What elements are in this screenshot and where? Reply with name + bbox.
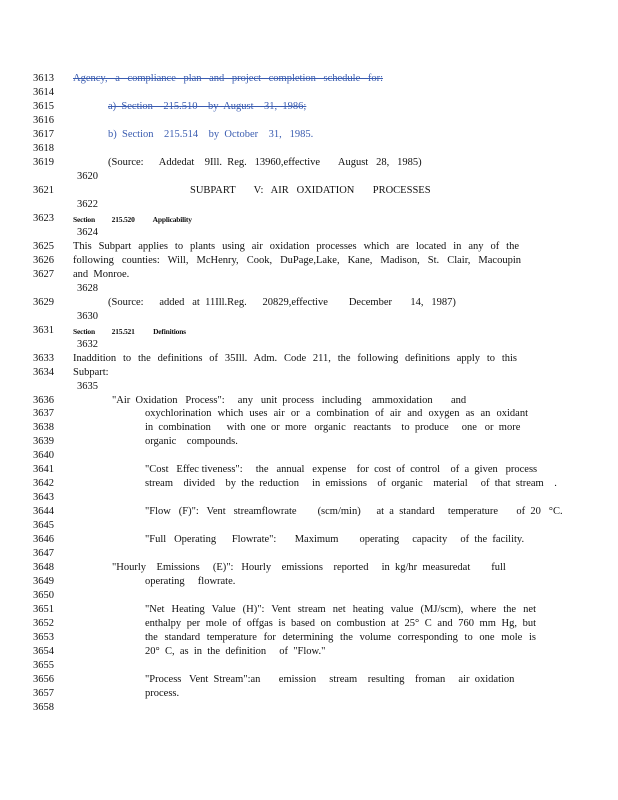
text-line: (Source: Addedat 9Ill. Reg. 13960,effective August 28, 1985) bbox=[108, 157, 422, 168]
line-number: 3646 bbox=[33, 534, 54, 545]
line-number: 3657 bbox=[33, 688, 54, 699]
text-line: 3630 bbox=[77, 311, 98, 322]
text-line: stream divided by the reduction in emissions of organic material of that stream . bbox=[145, 478, 557, 489]
text-line: 3620 bbox=[77, 171, 98, 182]
text-line: a) Section 215.510 by August 31, 1986; bbox=[108, 101, 307, 112]
text-line: Agency, a compliance plan and project completion schedule for: bbox=[73, 73, 383, 84]
line-number: 3629 bbox=[33, 297, 54, 308]
text-line: "Air Oxidation Process": any unit process including ammoxidation and bbox=[112, 395, 467, 406]
line-number: 3613 bbox=[33, 73, 54, 84]
line-number: 3615 bbox=[33, 101, 54, 112]
line-number: 3649 bbox=[33, 576, 54, 587]
text-line: "Net Heating Value (H)": Vent stream net heating value (MJ/scm), where the net bbox=[145, 604, 536, 615]
line-number: 3638 bbox=[33, 422, 54, 433]
line-number: 3617 bbox=[33, 129, 54, 140]
line-number: 3636 bbox=[33, 395, 54, 406]
text-line: b) Section 215.514 by October 31, 1985. bbox=[108, 129, 314, 140]
line-number: 3652 bbox=[33, 618, 54, 629]
text-line: 3622 bbox=[77, 199, 98, 210]
text-line: "Process Vent Stream":an emission stream resulting froman air oxidation bbox=[145, 674, 515, 685]
text-line: Inaddition to the definitions of 35Ill. Adm. Code 211, the following definitions apply to this bbox=[73, 353, 517, 364]
line-number: 3656 bbox=[33, 674, 54, 685]
text-line: This Subpart applies to plants using air oxidation processes which are located in any of the bbox=[73, 241, 519, 252]
line-number: 3647 bbox=[33, 548, 54, 559]
line-number: 3648 bbox=[33, 562, 54, 573]
line-number: 3654 bbox=[33, 646, 54, 657]
text-line: operating flowrate. bbox=[145, 576, 236, 587]
line-number: 3631 bbox=[33, 325, 54, 336]
text-line: SUBPART V: AIR OXIDATION PROCESSES bbox=[190, 185, 431, 196]
line-number: 3650 bbox=[33, 590, 54, 601]
line-number: 3644 bbox=[33, 506, 54, 517]
line-number: 3643 bbox=[33, 492, 54, 503]
text-line: "Full Operating Flowrate": Maximum operating capacity of the facility. bbox=[145, 534, 525, 545]
line-number: 3653 bbox=[33, 632, 54, 643]
line-number: 3651 bbox=[33, 604, 54, 615]
line-number: 3633 bbox=[33, 353, 54, 364]
text-line: Subpart: bbox=[73, 367, 109, 378]
text-line: 20° C, as in the definition of "Flow." bbox=[145, 646, 326, 657]
line-number: 3616 bbox=[33, 115, 54, 126]
text-line: enthalpy per mole of offgas is based on combustion at 25° C and 760 mm Hg, but bbox=[145, 618, 536, 629]
text-line: organic compounds. bbox=[145, 436, 238, 447]
text-line: the standard temperature for determining the volume corresponding to one mole is bbox=[145, 632, 536, 643]
line-number: 3641 bbox=[33, 464, 54, 475]
line-number: 3645 bbox=[33, 520, 54, 531]
text-line: in combination with one or more organic reactants to produce one or more bbox=[145, 422, 521, 433]
line-number: 3639 bbox=[33, 436, 54, 447]
text-line: Section 215.520 Applicability bbox=[73, 215, 192, 224]
line-number: 3618 bbox=[33, 143, 54, 154]
text-line: "Flow (F)": Vent streamflowrate (scm/min) at a standard temperature of 20 °C. bbox=[145, 506, 563, 517]
line-number: 3655 bbox=[33, 660, 54, 671]
text-line: following counties: Will, McHenry, Cook, DuPage,Lake, Kane, Madison, St. Clair, Macoupin bbox=[73, 255, 521, 266]
line-number: 3625 bbox=[33, 241, 54, 252]
line-number: 3634 bbox=[33, 367, 54, 378]
text-line: and Monroe. bbox=[73, 269, 130, 280]
text-line: process. bbox=[145, 688, 180, 699]
text-line: (Source: added at 11Ill.Reg. 20829,effective December 14, 1987) bbox=[108, 297, 456, 308]
line-number: 3619 bbox=[33, 157, 54, 168]
text-line: oxychlorination which uses air or a combination of air and oxygen as an oxidant bbox=[145, 408, 528, 419]
text-line: 3628 bbox=[77, 283, 98, 294]
line-number: 3637 bbox=[33, 408, 54, 419]
line-number: 3640 bbox=[33, 450, 54, 461]
line-number: 3621 bbox=[33, 185, 54, 196]
text-line: 3624 bbox=[77, 227, 98, 238]
text-line: Section 215.521 Definitions bbox=[73, 327, 186, 336]
text-line: 3635 bbox=[77, 381, 98, 392]
line-number: 3627 bbox=[33, 269, 54, 280]
line-number: 3626 bbox=[33, 255, 54, 266]
text-line: "Cost Effec tiveness": the annual expense for cost of control of a given process bbox=[145, 464, 538, 475]
line-number: 3658 bbox=[33, 702, 54, 713]
text-line: 3632 bbox=[77, 339, 98, 350]
line-number: 3614 bbox=[33, 87, 54, 98]
line-number: 3623 bbox=[33, 213, 54, 224]
line-number: 3642 bbox=[33, 478, 54, 489]
text-line: "Hourly Emissions (E)": Hourly emissions reported in kg/hr measuredat full bbox=[112, 562, 506, 573]
